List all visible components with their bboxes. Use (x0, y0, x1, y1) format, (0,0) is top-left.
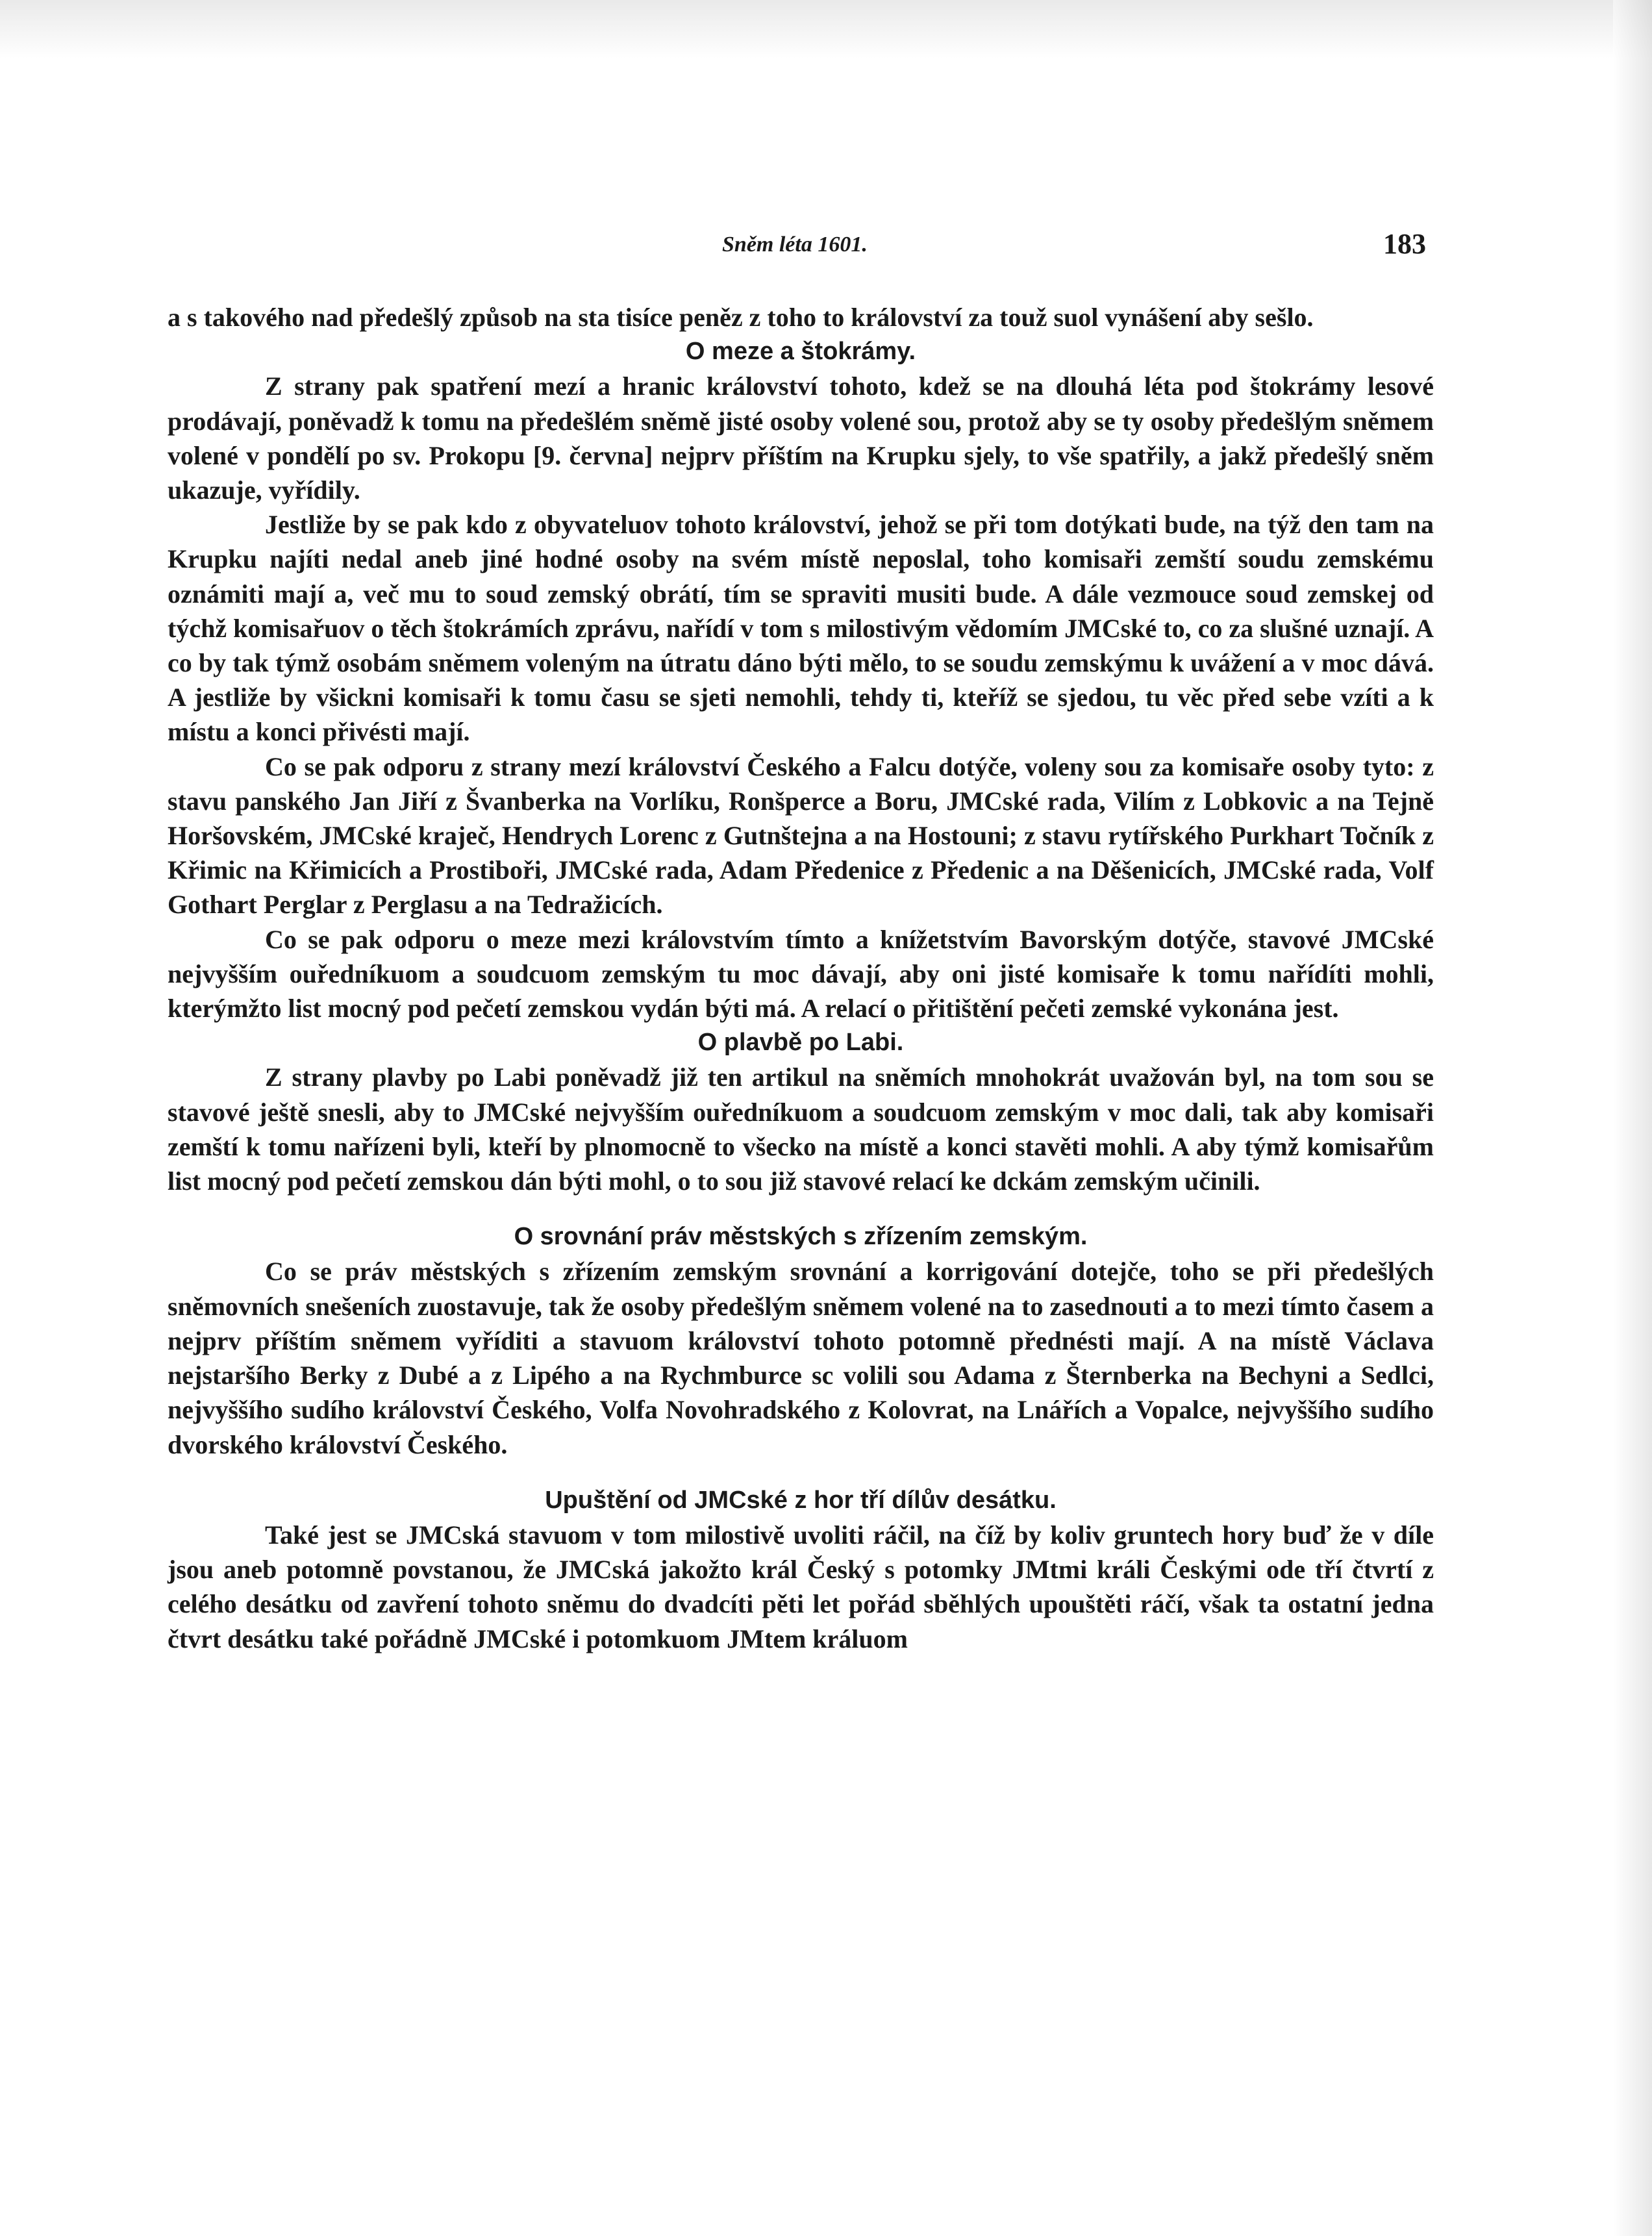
paragraph: Co se pak odporu z strany mezí království Českého a Falcu dotýče, voleny sou za komisaře osoby tyto: z stavu panského Jan Jiří z Švanberka na Vorlíku, Ronšperce a Boru, JMCské rada, Vilím z Lobkovic a na Tejně Horšovském, JMCské kraječ, Hendrych Lorenc z Gutnštejna a na Hostouni; z stavu rytířského Purkhart Točník z Křimic na Křimicích a Prostiboři, JMCské rada, Adam Předenice z Předenic a na Děšenicích, JMCské rada, Volf Gothart Perglar z Perglasu a na Tedražicích. (168, 751, 1434, 920)
running-title: Sněm léta 1601. (722, 232, 868, 257)
paragraph: Z strany plavby po Labi poněvadž již ten artikul na sněmích mnohokrát uvažován byl, na tom sou se stavové ještě snesli, aby to JMCské nejvyšším ouředníkuom a soudcuom zemským v moc dali, tak aby komisaři zemští k tomu nařízeni byli, kteří by plnomocně to všecko na místě a konci stavěti mohli. A aby týmž komisařům list mocný pod pečetí zemskou dán býti mohl, o to sou již stavové relací ke dckám zemským učinili. (168, 1062, 1434, 1196)
section-heading-upusteni: Upuštění od JMCské z hor tří dílův desátku. (545, 1486, 1057, 1514)
paragraph: Z strany pak spatření mezí a hranic království tohoto, kdež se na dlouhá léta pod štokrámy lesové prodávají, poněvadž k tomu na předešlém sněmě jisté osoby volené sou, protož aby se ty osoby předešlým sněmem volené v pondělí po sv. Prokopu [9. června] nejprv příštím na Krupku sjely, to vše spatřily, a jakž předešlý sněm ukazuje, vyřídily. (168, 371, 1434, 505)
paragraph-continuation: a s takového nad předešlý způsob na sta tisíce peněz z toho to království za touž suol vynášení aby sešlo. (168, 303, 1314, 332)
paragraph: Jestliže by se pak kdo z obyvateluov tohoto království, jehož se při tom dotýkati bude, na týž den tam na Krupku najíti nedal aneb jiné hodné osoby na svém místě neposlal, toho komisaři zemští soudu zemskému oznámiti mají a, več mu to soud zemský obrátí, tím se spraviti musiti bude. A dále vezmouce soud zemskej od týchž komisařuov o těch štokrámích zprávu, nařídí v tom s milostivým vědomím JMCské to, co za slušné uznají. A co by tak týmž osobám sněmem voleným na útratu dáno býti mělo, to se soudu zemskýmu k uvážení a v moc dává. A jestliže by všickni komisaři k tomu času se sjeti nemohli, tehdy ti, kteříž se sjedou, tu věc před sebe vzíti a k místu a konci přivésti mají. (168, 510, 1434, 747)
paragraph: Co se pak odporu o meze mezi královstvím tímto a knížetstvím Bavorským dotýče, stavové JMCské nejvyšším ouředníkuom a soudcuom zemským tu moc dávají, aby oni jisté komisaře k tomu nařídíti mohli, kterýmžto list mocný pod pečetí zemskou vydán býti má. A relací o přitištění pečeti zemské vykonána jest. (168, 924, 1434, 1024)
paragraph: Co se práv městských s zřízením zemským srovnání a korrigování dotejče, toho se při předešlých sněmovních snešeních zuostavuje, tak že osoby předešlým sněmem volené na to zasednouti a to mezi tímto časem a nejprv příštím sněmem vyříditi a stavuom království tohoto potomně přednésti mají. A na místě Václava nejstaršího Berky z Dubé a z Lipého a na Rychmburce sc volili sou Adama z Šternberka na Bechyni a Sedlci, nejvyššího sudího království Českého, Volfa Novohradského z Kolovrat, na Lnářích a Vopalce, nejvyššího sudího dvorského království Českého. (168, 1257, 1434, 1459)
paragraph: Také jest se JMCská stavuom v tom milostivě uvoliti ráčil, na číž by koliv gruntech hory buď že v díle jsou aneb potomně povstanou, že JMCská jakožto král Český s potomky JMtmi králi Českými ode tří čtvrtí z celého desátku od zavření tohoto sněmu do dvadcíti pěti let pořád sběhlých upouštěti ráčí, však ta ostatní jedna čtvrt desátku také pořádně JMCské i potomkuom JMtem králuom (168, 1520, 1434, 1653)
section-heading-plavba: O plavbě po Labi. (697, 1029, 904, 1057)
section-heading-prava: O srovnání práv městských s zřízením zemským. (514, 1223, 1088, 1251)
scan-shadow-top (0, 0, 1652, 58)
section-heading-meze: O meze a štokrámy. (685, 338, 916, 366)
page-body (168, 300, 1434, 1656)
running-header (0, 227, 1652, 266)
page-number: 183 (1383, 228, 1426, 260)
scan-shadow-right (1613, 0, 1652, 2236)
